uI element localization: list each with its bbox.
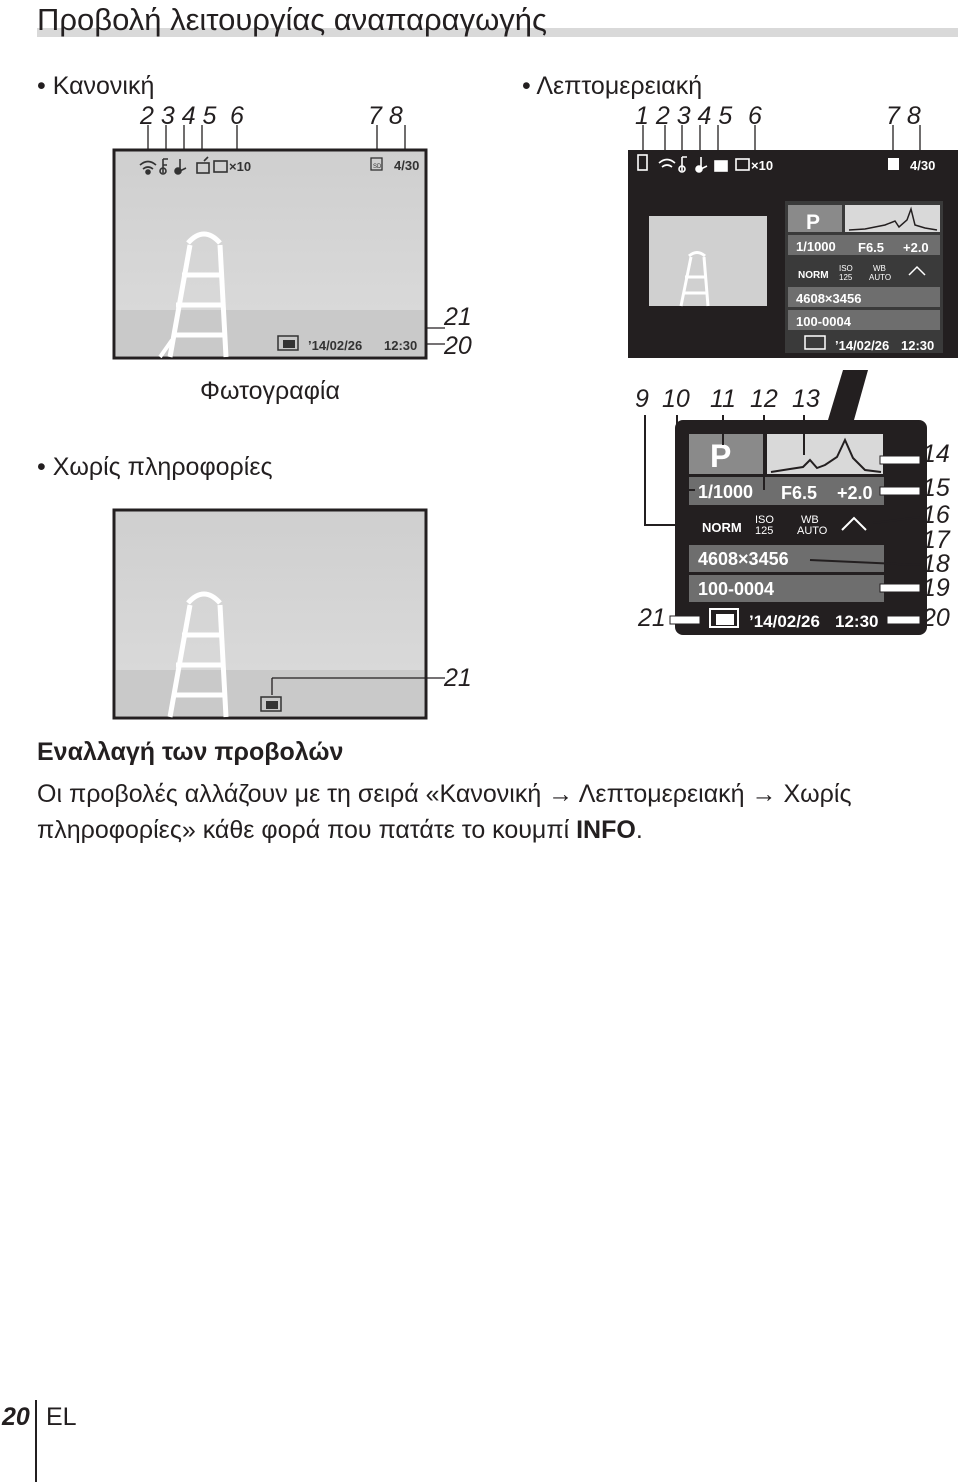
switch-line-1: Οι προβολές αλλάζουν με τη σειρά «Κανονική → Λεπτομερειακή → Χωρίς xyxy=(37,780,852,808)
callout-9: 9 xyxy=(635,385,649,413)
print-count: ×10 xyxy=(229,159,252,174)
shutter-large: 1/1000 xyxy=(698,482,754,502)
shutter-small: 1/1000 xyxy=(796,239,836,254)
page-title: Προβολή λειτουργίας αναπαραγωγής xyxy=(37,2,547,37)
detailed-print-count: ×10 xyxy=(751,158,774,173)
time-large: 12:30 xyxy=(835,612,879,631)
size-large: 4608×3456 xyxy=(698,549,789,569)
callout-19: 19 xyxy=(922,574,950,602)
bullet-normal: • Κανονική xyxy=(37,72,155,100)
mode-large: P xyxy=(710,438,732,474)
aperture-small: F6.5 xyxy=(858,240,885,255)
svg-text:WB: WB xyxy=(873,264,886,273)
callouts-normal-2-5: 2 3 4 5 xyxy=(140,102,217,130)
svg-text:125: 125 xyxy=(755,525,774,537)
bullet-detailed: • Λεπτομερειακή xyxy=(522,72,703,100)
svg-text:SD: SD xyxy=(373,164,382,170)
switch-line-2-end: . xyxy=(635,816,643,844)
file-small: 100-0004 xyxy=(796,314,851,329)
callout-11: 11 xyxy=(710,385,736,413)
callout-14: 14 xyxy=(922,440,950,468)
callout-13: 13 xyxy=(792,385,820,413)
callout-15: 15 xyxy=(922,474,950,502)
callout-20: 20 xyxy=(922,604,950,632)
svg-text:WB: WB xyxy=(801,514,819,526)
switch-line-2 xyxy=(37,812,952,848)
svg-text:AUTO: AUTO xyxy=(797,525,828,537)
svg-text:ISO: ISO xyxy=(755,514,774,526)
quality-large: NORM xyxy=(702,520,742,535)
exposure-small: +2.0 xyxy=(903,240,929,255)
quality-small: NORM xyxy=(798,270,829,281)
time-small: 12:30 xyxy=(901,338,935,353)
page-number: 20 xyxy=(2,1403,30,1431)
callout-21-no-info: 21 xyxy=(444,664,472,692)
normal-view-diagram xyxy=(100,125,480,365)
footer-divider xyxy=(35,1400,37,1482)
callout-detailed-6: 6 xyxy=(748,102,762,130)
callouts-detailed-1-5: 1 2 3 4 5 xyxy=(635,102,733,130)
switch-line-2-text: πληροφορίες» κάθε φορά που πατάτε το κουμπί xyxy=(37,816,577,844)
aperture-large: F6.5 xyxy=(781,483,818,503)
sd-card-icon-detailed xyxy=(888,158,899,170)
callout-10: 10 xyxy=(662,385,690,413)
switch-heading: Εναλλαγή των προβολών xyxy=(37,738,344,766)
size-small: 4608×3456 xyxy=(796,291,862,306)
callout-normal-6: 6 xyxy=(230,102,244,130)
exposure-large: +2.0 xyxy=(837,483,873,503)
switch-paragraph xyxy=(37,776,952,848)
svg-text:AUTO: AUTO xyxy=(869,273,892,282)
detailed-frame: 4/30 xyxy=(910,158,936,173)
bullet-no-info: • Χωρίς πληροφορίες xyxy=(37,453,273,481)
callout-normal-21: 21 xyxy=(444,303,472,331)
language-code: EL xyxy=(46,1403,77,1431)
info-button-label: INFO xyxy=(576,816,636,844)
frame-number: 4/30 xyxy=(394,158,420,173)
caption-photo: Φωτογραφία xyxy=(200,377,340,405)
callouts-detailed-7-8: 7 8 xyxy=(886,102,921,130)
mode-small: P xyxy=(806,211,821,234)
file-large: 100-0004 xyxy=(698,579,775,599)
callout-18: 18 xyxy=(922,550,950,578)
svg-text:125: 125 xyxy=(839,273,853,282)
detailed-view-diagram xyxy=(625,125,960,640)
callout-normal-20: 20 xyxy=(444,332,472,360)
no-info-view-diagram xyxy=(110,505,460,725)
date-large: ’14/02/26 xyxy=(749,612,820,631)
date-small: ’14/02/26 xyxy=(835,338,890,353)
callout-16: 16 xyxy=(922,501,950,529)
svg-text:ISO: ISO xyxy=(839,264,853,273)
normal-time: 12:30 xyxy=(384,338,418,353)
callout-21-detailed: 21 xyxy=(638,604,666,632)
callout-17: 17 xyxy=(922,526,950,554)
share-order-icon-detailed xyxy=(715,161,727,171)
normal-date: ’14/02/26 xyxy=(308,338,363,353)
callouts-normal-7-8: 7 8 xyxy=(368,102,403,130)
callout-12: 12 xyxy=(750,385,778,413)
